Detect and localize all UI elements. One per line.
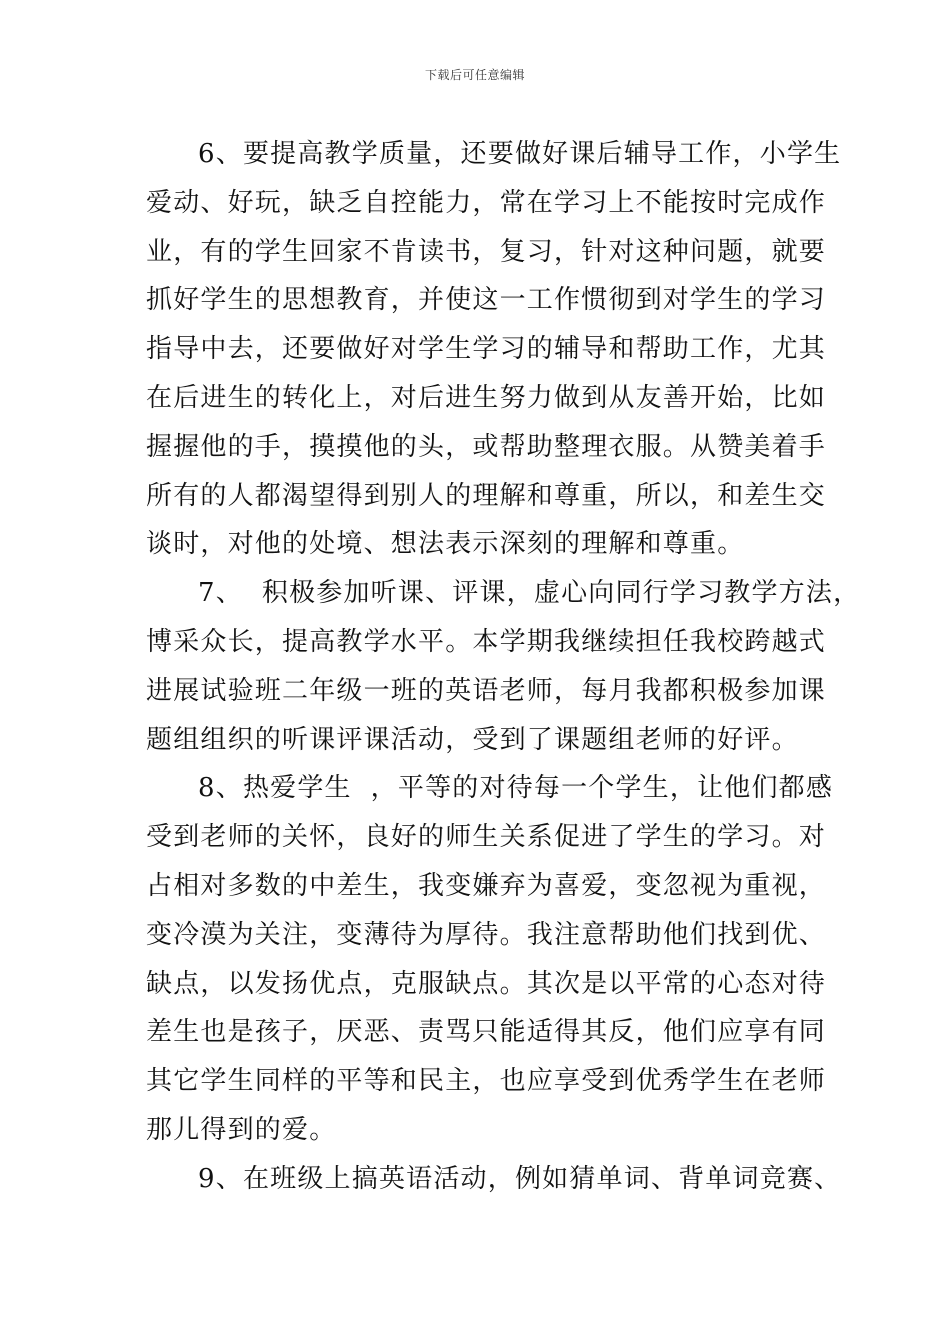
- text-line: 缺点，以发扬优点，克服缺点。其次是以平常的心态对待: [146, 968, 827, 999]
- text-line: 9、在班级上搞英语活动，例如猜单词、背单词竞赛、: [198, 1163, 842, 1194]
- text-line: 博采众长，提高教学水平。本学期我继续担任我校跨越式: [146, 626, 827, 657]
- text-line: 所有的人都渴望得到别人的理解和尊重，所以，和差生交: [146, 480, 827, 511]
- text-line: 进展试验班二年级一班的英语老师，每月我都积极参加课: [146, 675, 827, 706]
- text-line: 受到老师的关怀，良好的师生关系促进了学生的学习。对: [146, 822, 827, 853]
- paragraph-7: [146, 569, 861, 764]
- text-line: 谈时，对他的处境、想法表示深刻的理解和尊重。: [146, 529, 745, 560]
- text-line: 题组组织的听课评课活动，受到了课题组老师的好评。: [146, 724, 799, 755]
- document-body: [146, 130, 861, 1204]
- text-line: 6、要提高教学质量，还要做好课后辅导工作，小学生: [198, 139, 842, 169]
- text-line: 业，有的学生回家不肯读书，复习，针对这种问题，就要: [146, 236, 827, 267]
- text-line: 8、热爱学生 ，平等的对待每一个学生，让他们都感: [198, 773, 834, 804]
- text-line: 变冷漠为关注，变薄待为厚待。我注意帮助他们找到优、: [146, 919, 827, 950]
- text-line: 抓好学生的思想教育，并使这一工作惯彻到对学生的学习: [146, 285, 827, 316]
- page-header-note: 下载后可任意编辑: [424, 68, 525, 82]
- text-line: 那儿得到的爱。: [146, 1114, 337, 1145]
- paragraph-9: [146, 1155, 842, 1204]
- text-line: 在后进生的转化上，对后进生努力做到从友善开始，比如: [146, 382, 827, 413]
- paragraph-8: [146, 764, 834, 1154]
- text-line: 其它学生同样的平等和民主，也应享受到优秀学生在老师: [146, 1066, 827, 1097]
- text-line: 差生也是孩子，厌恶、责骂只能适得其反，他们应享有同: [146, 1017, 827, 1048]
- text-line: 握握他的手，摸摸他的头，或帮助整理衣服。从赞美着手: [146, 431, 827, 462]
- text-line: 7、 积极参加听课、评课，虚心向同行学习教学方法，: [198, 578, 861, 609]
- paragraph-6: [146, 130, 842, 569]
- text-line: 爱动、好玩，缺乏自控能力，常在学习上不能按时完成作: [146, 187, 827, 218]
- text-line: 指导中去，还要做好对学生学习的辅导和帮助工作，尤其: [146, 334, 827, 365]
- text-line: 占相对多数的中差生，我变嫌弃为喜爱，变忽视为重视，: [146, 870, 827, 901]
